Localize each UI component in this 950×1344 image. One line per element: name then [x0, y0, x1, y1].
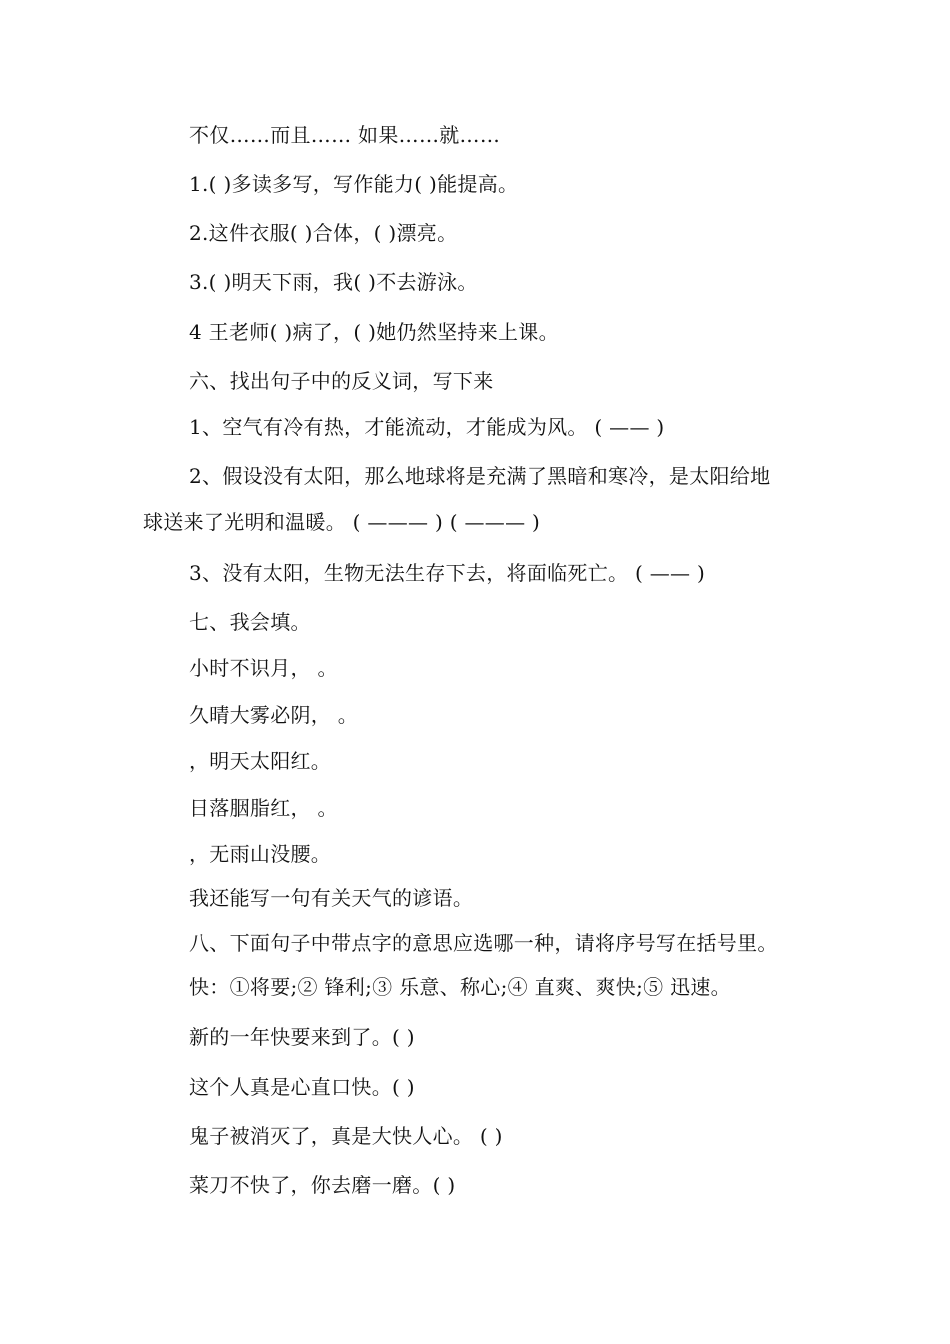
fill-conjunction-3: 3.( )明天下雨，我( )不去游泳。 — [189, 270, 478, 294]
section-six-heading: 六、找出句子中的反义词，写下来 — [189, 369, 494, 393]
proverb-line-4: 日落胭脂红， 。 — [189, 796, 338, 820]
conjunction-options: 不仅……而且…… 如果……就…… — [189, 123, 501, 147]
section-eight-heading: 八、下面句子中带点字的意思应选哪一种，请将序号写在括号里。 — [189, 931, 778, 955]
fill-conjunction-4: 4 王老师( )病了，( )她仍然坚持来上课。 — [189, 320, 559, 344]
antonym-question-3: 3、没有太阳，生物无法生存下去，将面临死亡。 ( —— ) — [189, 561, 706, 585]
proverb-line-2: 久晴大雾必阴， 。 — [189, 703, 359, 727]
kuai-sentence-3: 鬼子被消灭了，真是大快人心。 ( ) — [189, 1124, 503, 1148]
antonym-question-2-part-2: 球送来了光明和温暖。 ( ——— ) ( ——— ) — [143, 510, 541, 534]
antonym-question-2-part-1: 2、假设没有太阳，那么地球将是充满了黑暗和寒冷，是太阳给地 — [189, 464, 771, 488]
proverb-line-1: 小时不识月， 。 — [189, 656, 338, 680]
proverb-line-3: ，明天太阳红。 — [189, 749, 332, 773]
kuai-sentence-1: 新的一年快要来到了。( ) — [189, 1025, 415, 1049]
section-seven-heading: 七、我会填。 — [189, 610, 311, 634]
kuai-meanings: 快：①将要;② 锋利;③ 乐意、称心;④ 直爽、爽快;⑤ 迅速。 — [189, 975, 731, 999]
proverb-extra-prompt: 我还能写一句有关天气的谚语。 — [189, 886, 474, 910]
proverb-line-5: ，无雨山没腰。 — [189, 842, 332, 866]
antonym-question-1: 1、空气有冷有热，才能流动，才能成为风。 ( —— ) — [189, 415, 665, 439]
fill-conjunction-2: 2.这件衣服( )合体，( )漂亮。 — [189, 221, 458, 245]
kuai-sentence-2: 这个人真是心直口快。( ) — [189, 1075, 415, 1099]
kuai-sentence-4: 菜刀不快了，你去磨一磨。( ) — [189, 1173, 456, 1197]
fill-conjunction-1: 1.( )多读多写，写作能力( )能提高。 — [189, 172, 519, 196]
